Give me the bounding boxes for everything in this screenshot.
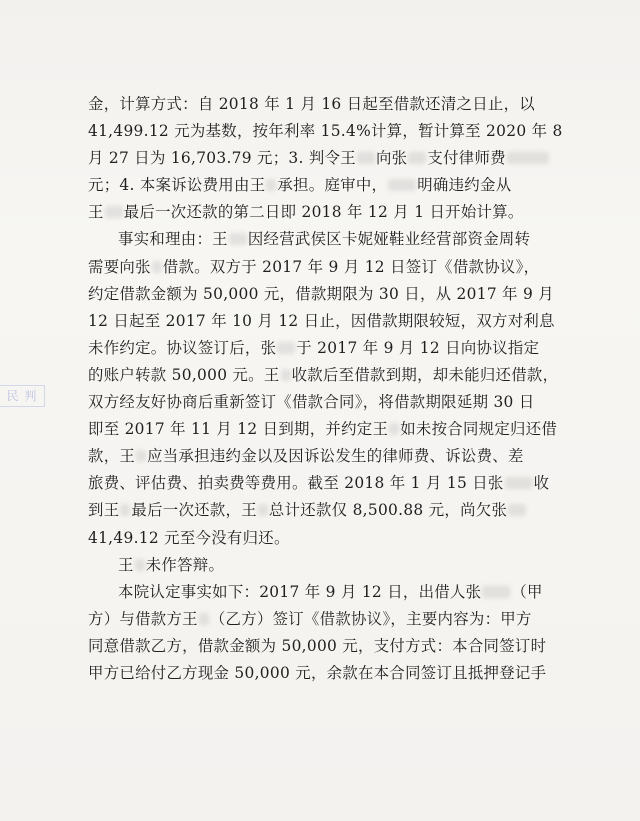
redaction-mark: [388, 179, 416, 191]
redaction-mark: [135, 559, 145, 571]
margin-stamp: 民 判: [0, 385, 45, 407]
text-line: 旅费、评估费、拍卖费等费用。截至 2018 年 1 月 15 日张 收: [88, 474, 550, 493]
redaction-mark: [277, 342, 295, 354]
text-line: 同意借款乙方，借款金额为 50,000 元，支付方式：本合同签订时: [88, 636, 547, 655]
text-line: 王 未作答辩。: [118, 555, 225, 574]
text-line: 即至 2017 年 11 月 12 日到期，并约定王 如未按合同规定归还借: [88, 420, 558, 439]
judgment-text: [88, 91, 563, 687]
redaction-mark: [482, 586, 510, 598]
redaction-mark: [266, 179, 276, 191]
redaction-mark: [357, 152, 375, 164]
text-line: 未作约定。协议签订后，张 于 2017 年 9 月 12 日向协议指定: [88, 338, 540, 357]
text-line: 本院认定事实如下：2017 年 9 月 12 日，出借人张 （甲: [118, 582, 543, 601]
redaction-mark: [408, 152, 426, 164]
text-line: 41,499.12 元为基数，按年利率 15.4%计算，暂计算至 2020 年 8: [88, 122, 563, 141]
redaction-mark: [505, 477, 533, 489]
text-line: 王 最后一次还款的第二日即 2018 年 12 月 1 日开始计算。: [88, 203, 524, 222]
text-line: 元；4. 本案诉讼费用由王 承担。庭审中， 明确违约金从: [88, 176, 512, 195]
text-line: 需要向张 借款。双方于 2017 年 9 月 12 日签订《借款协议》，: [88, 257, 540, 276]
text-line: 41,49.12 元至今没有归还。: [88, 528, 290, 547]
text-line: 12 日起至 2017 年 10 月 12 日止，因借款期限较短，双方对利息: [88, 311, 555, 330]
text-line: 金，计算方式：自 2018 年 1 月 16 日起至借款还清之日止，以: [88, 95, 535, 113]
redaction-mark: [199, 613, 209, 625]
redaction-mark: [120, 504, 130, 516]
text-line: 甲方已给付乙方现金 50,000 元，余款在本合同签订且抵押登记手: [88, 663, 547, 682]
text-line: 到王 最后一次还款，王 总计还款仅 8,500.88 元，尚欠张: [88, 497, 558, 524]
text-line: 事实和理由：王 因经营武侯区卡妮娅鞋业经营部资金周转: [118, 230, 531, 249]
text-line: 的账户转款 50,000 元。王 收款后至借款到期，却未能归还借款，: [88, 365, 559, 384]
text-line: 约定借款金额为 50,000 元，借款期限为 30 日，从 2017 年 9 月: [88, 284, 554, 303]
redaction-mark: [136, 450, 146, 462]
redaction-mark: [389, 423, 399, 435]
redaction-mark: [258, 504, 268, 516]
text-line: 方）与借款方王 （乙方）签订《借款协议》，主要内容为：甲方: [88, 609, 532, 628]
redaction-mark: [229, 233, 247, 245]
text-line: 双方经友好协商后重新签订《借款合同》，将借款期限延期 30 日: [88, 393, 535, 412]
text-line: 月 27 日为 16,703.79 元；3. 判令王 向张 支付律师费: [88, 145, 558, 172]
redaction-mark: [507, 152, 549, 164]
redaction-mark: [508, 504, 526, 516]
redaction-mark: [152, 261, 162, 273]
text-line: 款，王 应当承担违约金以及因诉讼发生的律师费、诉讼费、差: [88, 447, 524, 466]
redaction-mark: [281, 369, 291, 381]
redaction-mark: [105, 206, 123, 218]
